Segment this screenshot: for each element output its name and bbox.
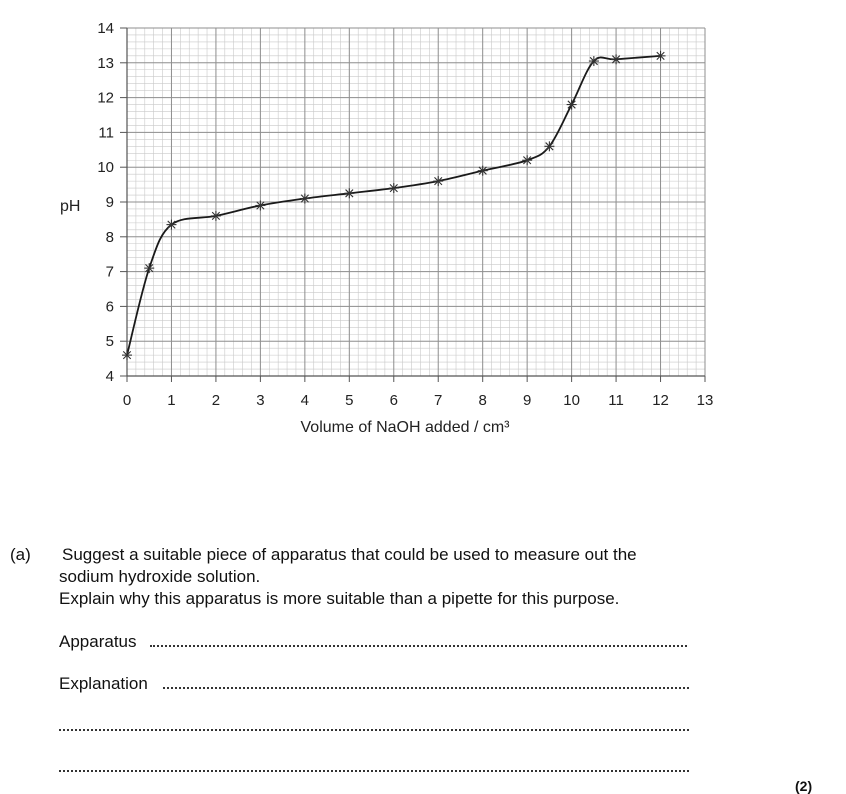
y-tick-label: 9 [105, 194, 114, 211]
data-point-marker [300, 194, 310, 204]
x-tick-label: 11 [608, 392, 624, 409]
x-tick-labels [123, 392, 714, 409]
y-tick-label: 6 [105, 298, 114, 316]
data-point-marker [656, 51, 666, 61]
data-point-marker [211, 211, 221, 221]
apparatus-answer-line[interactable] [150, 645, 687, 647]
y-tick-label: 12 [97, 89, 114, 107]
x-tick-label: 3 [256, 392, 265, 409]
question-line-3: Explain why this apparatus is more suitable than a pipette for this purpose. [59, 589, 620, 608]
data-point-marker [144, 263, 154, 273]
x-tick-label: 1 [167, 392, 176, 409]
data-point-marker [611, 54, 621, 64]
data-point-marker [433, 176, 443, 186]
explanation-answer-line-1[interactable] [163, 687, 689, 689]
x-tick-label: 7 [434, 392, 443, 409]
apparatus-label: Apparatus [59, 632, 137, 651]
y-tick-label: 8 [105, 228, 114, 246]
y-tick-label: 4 [105, 368, 114, 385]
data-point-marker [122, 350, 132, 360]
data-point-marker [589, 56, 599, 66]
y-tick-label: 7 [105, 263, 114, 281]
data-point-marker [255, 200, 265, 210]
x-tick-label: 5 [345, 392, 354, 409]
x-tick-label: 4 [300, 392, 310, 409]
y-tick-label: 10 [97, 159, 114, 177]
explanation-answer-line-2[interactable] [59, 729, 689, 731]
x-tick-label: 12 [652, 392, 669, 409]
x-tick-label: 6 [389, 392, 398, 409]
explanation-label: Explanation [59, 674, 148, 693]
y-tick-label: 14 [97, 20, 114, 37]
major-gridlines [127, 28, 705, 376]
marks-available: (2) [795, 778, 813, 794]
question-line-1: Suggest a suitable piece of apparatus that could be used to measure out the [62, 545, 637, 564]
data-point-marker [344, 188, 354, 198]
explanation-answer-line-3[interactable] [59, 770, 689, 772]
x-tick-label: 13 [696, 392, 714, 409]
x-tick-label: 10 [563, 392, 580, 409]
data-point-marker [389, 183, 399, 193]
y-tick-label: 13 [97, 54, 114, 72]
x-tick-label: 8 [478, 392, 487, 409]
data-point-marker [478, 166, 488, 176]
y-tick-label: 11 [98, 124, 114, 142]
x-tick-label: 9 [522, 392, 532, 409]
x-tick-label: 2 [211, 392, 221, 409]
axis-ticks [120, 28, 705, 382]
data-point-marker [567, 100, 577, 110]
y-tick-label: 5 [105, 333, 114, 351]
question-line-2: sodium hydroxide solution. [59, 567, 261, 586]
x-tick-label: 0 [122, 392, 132, 409]
data-point-marker [544, 141, 554, 151]
y-tick-labels [97, 20, 114, 385]
data-point-marker [522, 155, 532, 165]
x-axis-label: Volume of NaOH added / cm³ [300, 419, 510, 436]
data-point-marker [166, 220, 176, 230]
question-part-label: (a) [10, 545, 31, 564]
y-axis-label: pH [60, 198, 81, 215]
